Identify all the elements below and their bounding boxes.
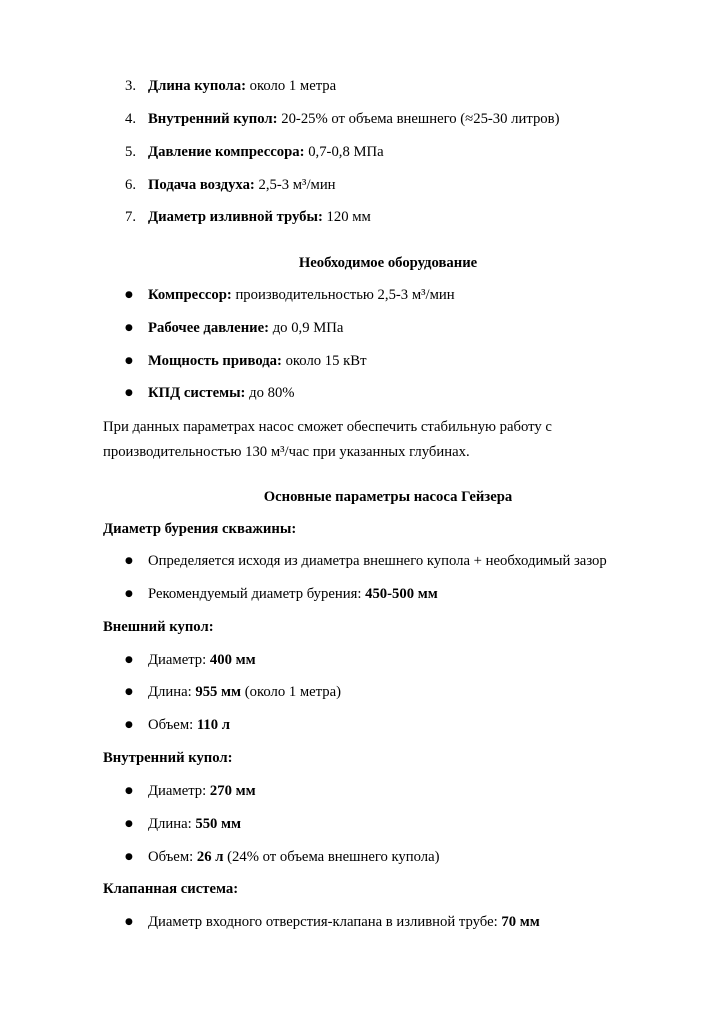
- outer-dome-heading: Внешний купол:: [103, 619, 214, 635]
- item-note: (24% от объема внешнего купола): [223, 849, 440, 865]
- summary-paragraph-line: производительностью 130 м³/час при указанных глубинах.: [103, 444, 470, 460]
- bullet-icon: ●: [125, 655, 133, 665]
- item-label: Длина купола:: [148, 78, 246, 94]
- summary-paragraph-line: При данных параметрах насос сможет обеспечить стабильную работу с: [103, 419, 552, 435]
- bullet-icon: ●: [125, 556, 133, 566]
- item-value: около 15 кВт: [281, 353, 367, 369]
- item-value: 550 мм: [195, 816, 242, 832]
- list-number: 7.: [124, 209, 136, 225]
- bullet-icon: ●: [125, 356, 133, 366]
- item-value: производительностью 2,5-3 м³/мин: [231, 287, 455, 303]
- item-value: до 80%: [245, 385, 295, 401]
- bullet-icon: ●: [125, 720, 133, 730]
- item-value: 270 мм: [209, 783, 256, 799]
- item-value: 955 мм: [195, 684, 242, 700]
- item-value: 120 мм: [322, 209, 371, 225]
- list-number: 6.: [124, 177, 136, 193]
- list-number: 5.: [124, 144, 136, 160]
- item-label: Объем:: [148, 717, 197, 733]
- bullet-icon: ●: [125, 687, 133, 697]
- item-label: Внутренний купол:: [148, 111, 278, 127]
- item-value: 110 л: [196, 717, 231, 733]
- item-text: Определяется исходя из диаметра внешнего купола + необходимый зазор: [148, 553, 607, 569]
- bullet-icon: ●: [125, 290, 133, 300]
- item-label: Мощность привода:: [148, 353, 282, 369]
- item-value: 2,5-3 м³/мин: [254, 177, 336, 193]
- item-note: (около 1 метра): [241, 684, 342, 700]
- item-value: до 0,9 МПа: [269, 320, 344, 336]
- item-label: Компрессор:: [148, 287, 232, 303]
- item-value: 70 мм: [501, 914, 540, 930]
- item-label: Длина:: [148, 684, 196, 700]
- item-label: Диаметр:: [148, 652, 210, 668]
- item-value: около 1 метра: [245, 78, 337, 94]
- item-label: Давление компрессора:: [148, 144, 305, 160]
- bullet-icon: ●: [125, 819, 133, 829]
- item-label: Подача воздуха:: [148, 177, 255, 193]
- item-value: 20-25% от объема внешнего (≈25-30 литров): [277, 111, 560, 127]
- list-number: 3.: [124, 78, 136, 94]
- pump-heading: Основные параметры насоса Гейзера: [263, 489, 513, 505]
- bullet-icon: ●: [125, 917, 133, 927]
- item-value: 0,7-0,8 МПа: [304, 144, 384, 160]
- item-label: Диаметр:: [148, 783, 210, 799]
- bullet-icon: ●: [125, 323, 133, 333]
- valve-system-heading: Клапанная система:: [103, 881, 239, 897]
- item-value: 400 мм: [209, 652, 256, 668]
- bullet-icon: ●: [125, 388, 133, 398]
- drilling-heading: Диаметр бурения скважины:: [103, 521, 297, 537]
- item-label: Объем:: [148, 849, 197, 865]
- list-number: 4.: [124, 111, 136, 127]
- bullet-icon: ●: [125, 786, 133, 796]
- bullet-icon: ●: [125, 589, 133, 599]
- inner-dome-heading: Внутренний купол:: [103, 750, 233, 766]
- item-label: Диаметр входного отверстия-клапана в изливной трубе:: [148, 914, 502, 930]
- equipment-heading: Необходимое оборудование: [298, 255, 478, 271]
- item-label: КПД системы:: [148, 385, 246, 401]
- item-label: Рабочее давление:: [148, 320, 270, 336]
- item-label: Длина:: [148, 816, 196, 832]
- bullet-icon: ●: [125, 852, 133, 862]
- item-value: 26 л: [196, 849, 224, 865]
- item-label: Диаметр изливной трубы:: [148, 209, 323, 225]
- item-value: 450-500 мм: [365, 586, 438, 602]
- item-label: Рекомендуемый диаметр бурения:: [148, 586, 366, 602]
